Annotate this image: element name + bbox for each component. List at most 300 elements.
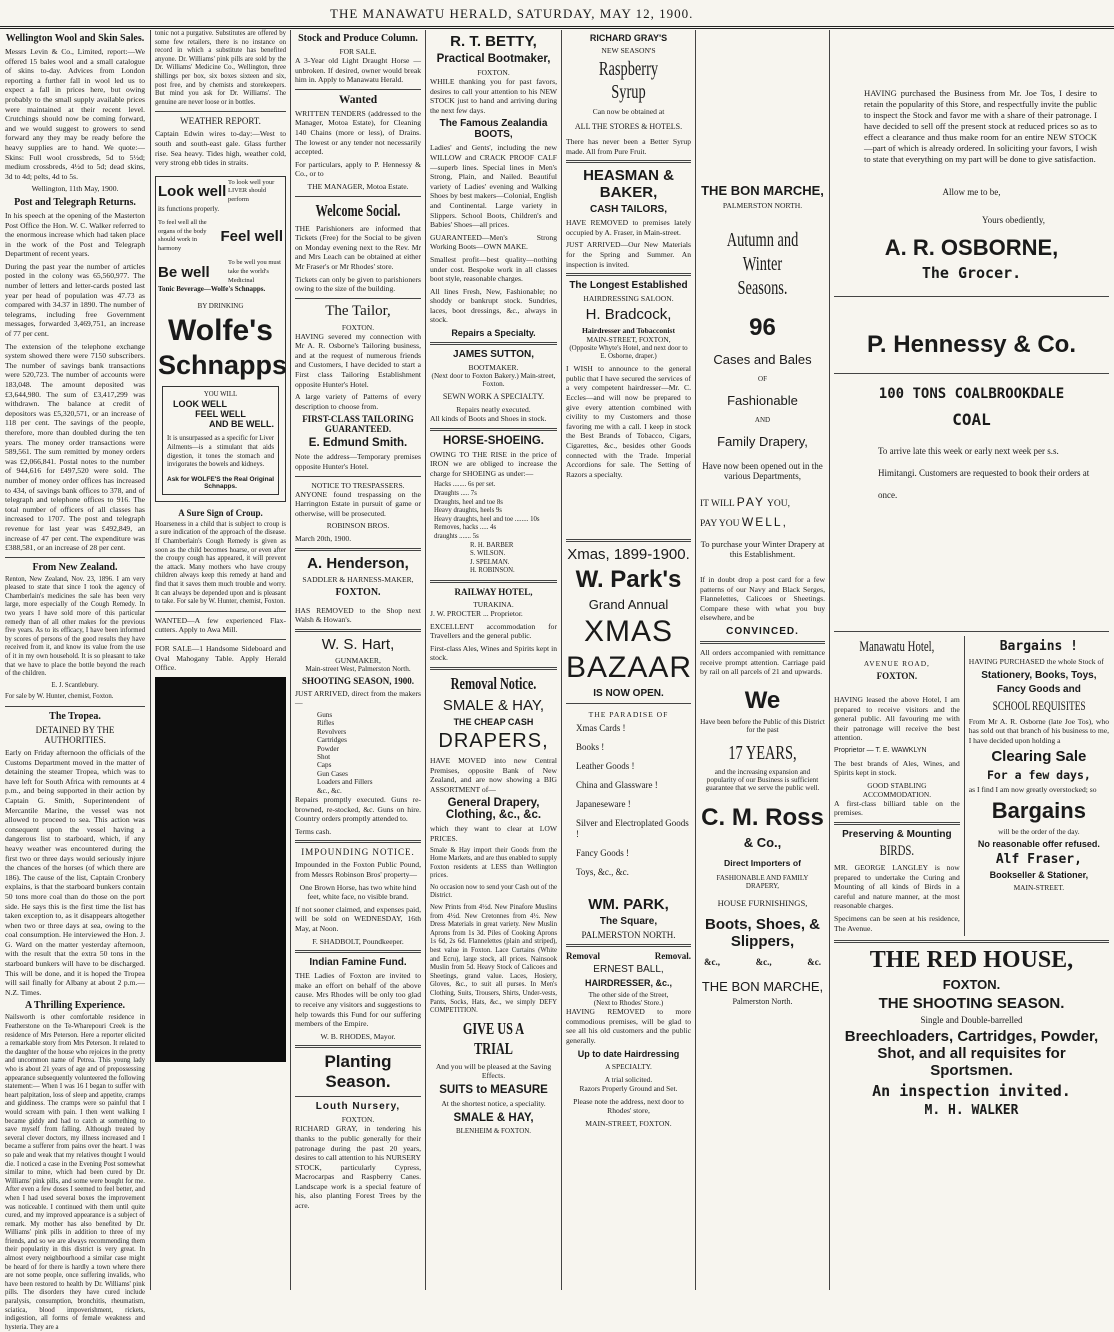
column-rule xyxy=(695,30,696,1290)
column-2 xyxy=(152,30,289,1292)
convinced: CONVINCED. xyxy=(726,625,799,637)
fraser-title: Alf Fraser, xyxy=(995,851,1082,867)
wolfe-ask: Ask for WOLFE'S the Real Original Schnapps. xyxy=(167,475,275,490)
wolfe-name-1: Wolfe's xyxy=(168,313,273,347)
grand-annual: Grand Annual xyxy=(588,597,669,613)
years-title: 17 YEARS, xyxy=(728,741,797,764)
stock-title: Stock and Produce Column. xyxy=(298,33,418,44)
divider xyxy=(700,641,825,644)
nursery-place: FOXTON. xyxy=(341,1115,375,1125)
bargains-text: HAVING PURCHASED the whole Stock of xyxy=(968,657,1104,666)
hart-item: Shot xyxy=(317,753,331,761)
suits-measure: SUITS to MEASURE xyxy=(439,1083,548,1096)
cash-tailors: CASH TAILORS, xyxy=(589,204,668,216)
welcome-text: THE Parishioners are informed that Tickets (Free) for the Social to be given on Monday evening next to the Rev. Mr and Mrs Leach can be obtained at either Mr Fraser's or Mr Rhodes' store. xyxy=(295,223,421,271)
pay-text: YOU, xyxy=(767,499,790,509)
shooting-season: THE SHOOTING SEASON. xyxy=(878,995,1065,1013)
inspection-invited: An inspection invited. xyxy=(872,1082,1071,1101)
saddler: SADDLER & HARNESS-MAKER, xyxy=(302,574,414,584)
wolfe-look-side: To look well your LIVER should perform xyxy=(228,178,275,203)
bazaar-item: Fancy Goods ! xyxy=(576,848,629,859)
column-rule xyxy=(150,30,151,1290)
saloon-subtitle: HAIRDRESSING SALOON. xyxy=(583,294,674,304)
famine-title: Indian Famine Fund. xyxy=(309,957,407,969)
masthead xyxy=(0,0,1114,29)
railway-title: RAILWAY HOTEL, xyxy=(454,586,533,597)
hart-item: &c., &c. xyxy=(317,786,342,795)
coal-text: To arrive late this week or early next week per s.s. Himitangi. Customers are requested to book their orders at once. xyxy=(878,446,1090,500)
wolfe-line-2: FEEL WELL xyxy=(195,409,246,420)
stabling: GOOD STABLING ACCOMMODATION. xyxy=(862,780,932,799)
syrup-title: Raspberry Syrup xyxy=(598,58,659,103)
smale-list: New Prints from 4½d. New Pinafore Muslins from 4½d. New Cretonnes from 4½. New Dress Materials in great variety. New Muslin Aprons from 1s 3d. Piles of Cooking Aprons 1s 6d, 2s 6d. Flannelettes (plain and striped), best value in Foxton. Lace Curtains (White and Ecru), large stock, all prices. Nainsook Muslin from 5d. Heavy Stock of Calicoes and Sheetings, grand value. Laces, Hosiery, Gloves, &c., to suit all purses. In Men's Clothing, Suits, Trousers, Shirts, Under-vests, Pants, Socks, Hats, &c., we simply DEFY COMPETITION. xyxy=(430,904,557,1015)
shoe-rate: Removes, hacks ..... 4s xyxy=(434,524,497,532)
boots-text: Ladies' and Gents', including the new WILLOW and CRACK PROOF CALF—superb lines. Special lines in Men's Strong, Plain, and Nailed. Beautiful variety of Ladies' evening and Walking Shoes by best makers—Colonial, English and Continental. Large variety in Slippers. School Boots, Children's and Babies' Shoes—all prices. xyxy=(430,143,557,230)
tropea-subtitle: DETAINED BY THE AUTHORITIES. xyxy=(35,725,115,745)
hart-season: SHOOTING SEASON, 1900. xyxy=(301,675,415,686)
divider xyxy=(834,940,1109,943)
drapers-title: DRAPERS, xyxy=(438,729,549,752)
bargains-big: Bargains xyxy=(991,797,1086,823)
shoe-rate: Draughts, heel and toe 8s xyxy=(434,498,503,506)
ball-other: The other side of the Street, xyxy=(588,991,669,1000)
wanted-text: WANTED—A few experienced Flax-cutters. Apply to Awa Mill. xyxy=(155,615,286,635)
wolfe-ad xyxy=(155,176,286,502)
trespass-sign: ROBINSON BROS. xyxy=(326,521,390,531)
hart-item: Rifles xyxy=(317,719,335,728)
red-house-title: THE RED HOUSE, xyxy=(869,947,1074,974)
sutton-subtitle: BOOTMAKER. xyxy=(468,363,519,373)
ball-note: Please note the address, next door to Rhodes' store, xyxy=(573,1096,684,1116)
pills-text: tonic not a purgative. Substitutes are offered by some few retailers, there is no instance on record in which a substitute has benefited anyone. Dr. Williams' pink pills are sold by the Dr. Williams' Medicine Co., Wellington, three shillings per box, six boxes sixteen and six, post free, and by chemists and storekeepers. But mind you ask for Dr. Williams'. The genuine are never loose or in bottles. xyxy=(155,30,286,106)
column-rule xyxy=(829,30,830,1290)
guaranteed-text: GUARANTEED—Men's Strong Working Boots—OWN MAKE. xyxy=(430,232,557,252)
weather-text: Captain Edwin wires to-day:—West to south and south-east gale. Glass further rise. Sea heavy. Tides high, weather cold, very strong ebb tides in straits. xyxy=(155,129,286,168)
tailor-place: FOXTON. xyxy=(341,322,375,332)
osborne-text: HAVING purchased the Business from Mr. Joe Tos, I desire to retain the popularity of this Store, and respectfully invite the public to inspect the Stock and favor me with a share of their patronage. I have decided to sell off the present stock at reduced prices so as to effect a clearance and thus make room for an entire NEW STOCK—part of which is already ordered. In soliciting your favors, I wish to state that everything on my part will be done to give satisfaction. xyxy=(864,88,1097,164)
wm-park: WM. PARK, xyxy=(588,896,669,914)
tailor-name: E. Edmund Smith. xyxy=(308,437,408,450)
no-offer: No reasonable offer refused. xyxy=(977,838,1100,849)
few-days: For a few days, xyxy=(986,768,1091,783)
ball-next: (Next to Rhodes' Store.) xyxy=(593,999,664,1008)
yours-obediently: Yours obediently, xyxy=(982,215,1046,225)
for-sale: FOR SALE. xyxy=(339,47,377,56)
lower-right xyxy=(965,636,1109,936)
autumn-winter: Autumn and Winter Seasons. xyxy=(726,229,799,299)
etc-row xyxy=(700,953,825,967)
divider xyxy=(566,539,691,542)
all-lines-text: All lines Fresh, New, Fashionable; no shoddy or bankrupt stock. Sundries, laces, boot dressings, &c., always in stock. xyxy=(430,286,557,325)
divider xyxy=(430,428,557,431)
welcome-text-2: Tickets can only be given to parishioners owing to the size of the building. xyxy=(295,274,421,294)
sutton-repairs: Repairs neatly executed. xyxy=(456,405,531,415)
bazaar-item: Xmas Cards ! xyxy=(576,723,626,734)
divider xyxy=(566,273,691,276)
bradcock-title: H. Bradcock, xyxy=(585,306,672,324)
divider xyxy=(5,706,145,707)
coal-title: COAL xyxy=(952,410,991,429)
repairs-specialty: Repairs a Specialty. xyxy=(451,328,536,339)
trespass-title: NOTICE TO TRESPASSERS. xyxy=(311,480,405,490)
famine-sign: W. B. RHODES, Mayor. xyxy=(320,1031,396,1041)
billiard: A first-class billiard table on the premises. xyxy=(834,798,960,818)
order-of-day: will be the order of the day. xyxy=(998,826,1080,836)
hotel-title: Manawatu Hotel, xyxy=(859,639,935,655)
wolfe-be-side: To be well you must take the world's Medicinal xyxy=(228,259,281,284)
orders-text: All orders accompanied with remittance receive prompt attention. Carriage paid by rail on all parcels of 21 and upwards. xyxy=(700,647,825,677)
divider xyxy=(430,580,557,583)
tailor-text: HAVING severed my connection with Mr A. R. Osborne's Tailoring business, and at the request of numerous friends and Customers, I have decided to start a First class Tailoring Establishment opposite Hunter's Hotel. xyxy=(295,331,421,389)
gray-subtitle: NEW SEASON'S xyxy=(601,46,656,55)
divider xyxy=(566,703,691,704)
post-title: Post and Telegraph Returns. xyxy=(14,196,136,208)
nz-title: From New Zealand. xyxy=(32,561,118,573)
nz-sale: For sale by W. Hunter, chemist, Foxton. xyxy=(5,693,114,701)
wolfe-line-1: LOOK WELL xyxy=(173,399,227,410)
divider xyxy=(295,548,421,551)
tenders-sign: THE MANAGER, Motoa Estate. xyxy=(307,181,409,191)
smale-text-3: Smale & Hay import their Goods from the Home Markets, and are thus enabled to supply Foxton residents at LESS than Wellington prices. xyxy=(430,846,557,880)
bargains-title: Bargains ! xyxy=(999,639,1079,654)
hotel-road: AVENUE ROAD, xyxy=(863,659,930,668)
pay-emphasis: PAY xyxy=(736,495,765,509)
smale-hay-title: SMALE & HAY, xyxy=(442,696,545,714)
from-text: From Mr A. R. Osborne (late Joe Tos), who has sold out that branch of his business to me, I have decided upon holding a xyxy=(968,716,1109,745)
been-text: Have been before the Public of this District for the past xyxy=(700,717,825,734)
shoe-sign: J. SPELMAN. xyxy=(470,558,510,566)
smallest-text: Smallest profit—best quality—nothing under cost. Bespoke work in all classes boot style, reasonable charges. xyxy=(430,254,557,284)
now-open: IS NOW OPEN. xyxy=(593,688,664,700)
nz-sign: E. J. Scantlebury. xyxy=(51,681,99,689)
clearing-sale: Clearing Sale xyxy=(991,748,1087,766)
sutton-stock: All kinds of Boots and Shoes in stock. xyxy=(430,414,547,424)
postcard-text: If in doubt drop a post card for a few patterns of our Navy and Black Serges, Flannelettes, Calicoes or Sheetings. Compare these with what you buy elsewhere, and be xyxy=(700,575,825,623)
overstocked: as I find I am now greatly overstocked; so xyxy=(968,785,1097,795)
pound-text: Impounded in the Foxton Public Pound, from Messrs Robinson Bros' property— xyxy=(295,860,421,879)
tailor-title: The Tailor, xyxy=(325,302,391,319)
bazaar: BAZAAR xyxy=(566,651,693,685)
direct-importers: Direct Importers of xyxy=(724,857,801,868)
removed-text: HAS REMOVED to the Shop next Walsh & Howan's. xyxy=(295,605,421,625)
divider xyxy=(295,950,421,953)
hart-address: Main-street West, Palmerston North. xyxy=(305,664,411,673)
tailor-text-2: A large variety of Patterns of every description to choose from. xyxy=(295,392,421,411)
hart-items xyxy=(295,711,421,795)
railway-proprietor: J. W. PROCTER ... Proprietor. xyxy=(430,608,523,618)
shoe-sign: H. ROBINSON. xyxy=(470,567,515,575)
ball-specialty: A SPECIALTY. xyxy=(605,1061,652,1071)
hart-subtitle: GUNMAKER, xyxy=(335,655,381,665)
railway-text: EXCELLENT accommodation for Travellers and the general public. xyxy=(430,621,557,641)
divider xyxy=(566,160,691,163)
stationery: Stationery, Books, Toys, xyxy=(981,669,1097,681)
column-5 xyxy=(563,30,694,1292)
hart-item: Caps xyxy=(317,761,332,770)
divider xyxy=(295,196,421,197)
hart-text: JUST ARRIVED, direct from the makers— xyxy=(295,688,421,708)
removal-notice-title: Removal Notice. xyxy=(450,673,537,693)
family-drapery: Family Drapery, xyxy=(717,434,808,449)
syrup-text: Can now be obtained at xyxy=(592,107,665,116)
and-label: AND xyxy=(754,416,771,424)
hennessy-title: P. Hennessy & Co. xyxy=(867,331,1076,358)
tenders-particulars: For particulars, apply to P. Hennessy & Co., or to xyxy=(295,159,421,179)
xmas-title: Xmas, 1899-1900. xyxy=(567,546,690,564)
shoe-signs xyxy=(430,542,557,576)
etc-item: &c., xyxy=(755,956,772,967)
heasman-arrived: JUST ARRIVED—Our New Materials for the Spring and Summer. An inspection is invited. xyxy=(566,240,691,269)
zealandia-title: The Famous Zealandia BOOTS, xyxy=(439,118,548,141)
syrup-text-2: There has never been a Better Syrup made. All from Pure Fruit. xyxy=(566,137,691,156)
wool-text: Messrs Levin & Co., Limited, report:—We offered 15 bales wool and a small catalogue of skins to-day. Advices from London reporting a further fall in wool led us to expect a fall in prices here, but owing probably to the small supply available prices were maintained at their recent level. Crutchings should now be coming forward, and we would suggest to growers to send forward any they may be ready before the heavy supplies are to hand. We quote:—Skins: Full wool crossbreds, 5d to 5½d; medium crossbreds, 4½d to 5d; dead skins, 3d to 4d; pelts, 4d to 5s. xyxy=(5,47,145,181)
wolfe-be: Be well xyxy=(158,263,210,281)
etc-item: &c., xyxy=(704,956,720,967)
pay-text: IT WILL xyxy=(700,499,735,509)
house-furnishings: HOUSE FURNISHINGS, xyxy=(717,897,808,908)
smale-address: BLENHEIM & FOXTON. xyxy=(455,1126,532,1135)
parks-title: W. Park's xyxy=(575,566,682,594)
bon-marche-title: THE BON MARCHE, xyxy=(701,183,824,198)
railway-place: TURAKINA. xyxy=(473,599,514,609)
etc-item: &c. xyxy=(807,956,821,967)
wolfe-line-3: AND BE WELL. xyxy=(209,419,274,430)
croup-title: A Sure Sign of Croup. xyxy=(178,507,263,518)
planting-title: Planting Season. xyxy=(324,1052,392,1092)
wolfe-small: It is unsurpassed as a specific for Liver Ailments—is a stimulant that aids digestion, it tones the stomach and invigorates the bowels and kidneys. xyxy=(167,435,274,469)
masthead-title: THE MANAWATU HERALD, SATURDAY, MAY 12, 1900. xyxy=(330,6,694,21)
boots-shoes: Boots, Shoes, & Slippers, xyxy=(704,915,820,950)
wool-title: Wellington Wool and Skin Sales. xyxy=(5,33,145,44)
famine-text: THE Ladies of Foxton are invited to make an effort on behalf of the above cause. Mrs Rhodes will be only too glad to receive any visitors and suggestions to help towards this Fund for our suffering members of the Empire. xyxy=(295,971,421,1029)
tailor-note: Note the address—Temporary premises opposite Hunter's Hotel. xyxy=(295,452,421,472)
divider xyxy=(834,822,960,825)
divider xyxy=(430,342,557,345)
opened-out: Have now been opened out in the various Departments, xyxy=(702,461,823,481)
well-emphasis: WELL, xyxy=(741,515,788,529)
trespass-text: ANYONE found trespassing on the Harrington Estate in pursuit of game or otherwise, will be prosecuted. xyxy=(295,489,421,518)
divider xyxy=(155,611,286,612)
smale-text-4: No occasion now to send your Cash out of the District. xyxy=(430,883,557,900)
bookseller: Bookseller & Stationer, xyxy=(989,869,1089,880)
hart-title: W. S. Hart, xyxy=(321,635,395,653)
trespass-date: March 20th, 1900. xyxy=(295,534,352,543)
shoe-sign: S. WILSON. xyxy=(470,550,506,558)
bradcock-text: I WISH to announce to the general public that I have secured the services of a very competent hairdresser—Mr. C. Eccles—and will now be prepared to give every attention combined with civility to my Customers and those favoring me with a call. I keep in stock the Best Brands of Tobacco, Cigars, Cigarettes, &c., besides other Goods connected with the Trade. Imperial Accordions for sale. The Setting of Razors a specialty. xyxy=(566,364,691,479)
lower-left xyxy=(834,636,965,936)
betty-place: FOXTON. xyxy=(477,68,510,77)
tropea-title: The Tropea. xyxy=(49,711,101,722)
heasman-title: HEASMAN & BAKER, xyxy=(583,167,674,202)
smale-hay-footer: SMALE & HAY, xyxy=(453,1111,534,1124)
ross-co: & Co., xyxy=(743,834,782,850)
wolfe-look: Look well xyxy=(158,183,227,201)
bon-marche-footer-place: Palmerston North. xyxy=(732,996,793,1006)
divider xyxy=(295,840,421,843)
divider xyxy=(295,1045,421,1048)
post-text-2: During the past year the number of articles posted in the colony was 65,560,977. The number of letters and letter-cards posted last year per head of population was 47.73 as compared with 34.37 in 1890. The number of telegrams, including free Government messages, forwarded 3,469,751, an increase of 77 per cent. xyxy=(5,261,145,339)
column-rule xyxy=(561,30,562,1290)
ball-trial: A trial solicited. xyxy=(604,1074,653,1084)
cases-bales: Cases and Bales xyxy=(713,352,812,367)
bradcock-address: MAIN-STREET, FOXTON, xyxy=(586,335,671,345)
bon-marche-place: PALMERSTON NORTH. xyxy=(722,201,803,210)
wolfe-by: BY DRINKING xyxy=(197,301,244,310)
shoe-sign: R. H. BARBER xyxy=(470,541,514,549)
thrill-title: A Thrilling Experience. xyxy=(24,1000,126,1012)
fancy-goods: Fancy Goods and xyxy=(996,683,1081,695)
redacted-block xyxy=(155,677,286,1062)
hart-item: Cartridges xyxy=(317,736,347,745)
column-4 xyxy=(427,30,560,1292)
bazaar-item: Japaneseware ! xyxy=(576,799,631,810)
divider xyxy=(155,111,286,112)
tenders-text: WRITTEN TENDERS (addressed to the Manager, Motoa Estate), for Cleaning 140 Chains (more or less), of Drains. The lowest or any tender not necessarily accepted. xyxy=(295,108,421,157)
divider xyxy=(834,631,1109,632)
hart-item: Gun Cases xyxy=(317,769,348,778)
hotel-proprietor: Proprietor — T. E. WAWKLYN xyxy=(834,746,927,754)
hotel-ales: The best brands of Ales, Wines, and Spirits kept in stock. xyxy=(834,758,960,778)
saddler-place: FOXTON. xyxy=(335,586,381,598)
breechloaders: Breechloaders, Cartridges, Powder, Shot, and all requisites for Sportsmen. xyxy=(844,1028,1099,1080)
column-1 xyxy=(2,30,148,1331)
increasing-text: and the increasing expansion and popularity of our Business is sufficient guarantee that we serve the public well. xyxy=(705,767,820,792)
hart-terms: Terms cash. xyxy=(295,826,332,836)
specimens-text: Specimens can be seen at his residence, The Avenue. xyxy=(834,913,960,933)
column-rule xyxy=(425,30,426,1290)
palmerston: PALMERSTON NORTH. xyxy=(581,930,676,941)
croup-text: Hoarseness in a child that is subject to croup is a sure indication of the approach of the disease. If Chamberlain's Cough Remedy is given as soon as the child becomes hoarse, or even after the croupy cough has appeared, it will prevent the attack. Many mothers who have croupy children always keep this remedy at hand and find that it saves them much trouble and worry. It can always be depended upon and is pleasant to take. For sale by W. Hunter, chemist, Foxton. xyxy=(155,520,286,606)
trial-text: And you will be pleased at the Saving Effects. xyxy=(435,1061,552,1081)
ball-text: HAVING REMOVED to more commodious premises, will be glad to see all his old customers and the public generally. xyxy=(566,1007,691,1046)
pay-text: PAY YOU xyxy=(700,519,740,529)
wolfe-functions: its functions properly. xyxy=(158,204,220,213)
sutton-title: JAMES SUTTON, xyxy=(453,349,534,361)
smale-text-2: which they want to clear at LOW PRICES. xyxy=(430,824,557,843)
ball-title: ERNEST BALL, xyxy=(593,964,664,976)
bazaar-items xyxy=(566,719,691,882)
ball-street: MAIN-STREET, FOXTON. xyxy=(585,1118,672,1128)
hart-item: Guns xyxy=(317,710,333,719)
hart-item: Loaders and Fillers xyxy=(317,778,373,787)
hotel-text: HAVING leased the above Hotel, I am prepared to receive visitors and the general public. All favouring me with their patronage will receive the best attention. xyxy=(834,695,960,743)
bazaar-item: Toys, &c., &c. xyxy=(576,867,629,878)
wolfe-tonic: Tonic Beverage—Wolfe's Schnapps. xyxy=(158,285,266,294)
pound-title: IMPOUNDING NOTICE. xyxy=(301,847,415,858)
sewn-work: SEWN WORK A SPECIALTY. xyxy=(442,392,545,402)
nursery-title: Louth Nursery, xyxy=(315,1101,401,1113)
column-7 xyxy=(831,30,1112,1292)
divider xyxy=(834,373,1109,374)
ross-title: C. M. Ross xyxy=(701,803,824,831)
pound-sale: If not sooner claimed, and expenses paid, will be sold on WEDNESDAY, 16th May, at Noon. xyxy=(295,904,421,933)
hart-item: Revolvers xyxy=(317,727,347,736)
horse-shoeing-title: HORSE-SHOEING. xyxy=(443,434,544,447)
birds-title: BIRDS. xyxy=(879,842,915,859)
fashionable: Fashionable xyxy=(727,393,798,408)
bazaar-item: Leather Goods ! xyxy=(576,761,635,772)
column-3 xyxy=(292,30,424,1292)
the-square: The Square, xyxy=(599,916,658,928)
heasman-text: HAVE REMOVED to premises lately occupied by A. Fraser, in Main-street. xyxy=(566,218,691,237)
school-requisites: SCHOOL REQUISITES xyxy=(992,697,1086,713)
shoe-rates xyxy=(430,481,557,541)
pay-line-1 xyxy=(700,495,825,509)
wolfe-name-2: Schnapps xyxy=(158,349,288,380)
shoe-rate: Heavy draughts, heel and toe ........ 10s xyxy=(434,515,540,523)
stock-ad: A 3-Year old Light Draught Horse —unbroken. If desired, owner would break him in. Apply to Manawatu Herald. xyxy=(295,56,421,85)
bazaar-item: Books ! xyxy=(576,742,605,753)
bradcock-subtitle: Hairdresser and Tobacconist xyxy=(582,326,675,336)
cheap-cash: THE CHEAP CASH xyxy=(453,716,534,727)
langley-text: MR. GEORGE LANGLEY is now prepared to undertake the Curing and Mounting of all kinds of Birds in a careful and nature manner, at the most reasonable charges. xyxy=(834,862,960,911)
tailor-guarantee: FIRST-CLASS TAILORING GUARANTEED. xyxy=(302,414,414,435)
removal-right: Removal. xyxy=(654,951,691,962)
shoe-rate: Hacks ........ 6s per set. xyxy=(434,481,496,489)
single-double: Single and Double-barrelled xyxy=(920,1015,1023,1026)
gray-title: RICHARD GRAY'S xyxy=(589,33,668,43)
bradcock-address-2: (Opposite Whyte's Hotel, and next door to E. Osborne, draper.) xyxy=(569,344,688,361)
tons-title: 100 TONS COALBROOKDALE xyxy=(878,386,1065,402)
wolfe-you: YOU WILL xyxy=(203,390,238,398)
red-house-place: FOXTON. xyxy=(942,977,1001,993)
divider xyxy=(834,296,1109,297)
hotel-place: FOXTON. xyxy=(876,671,918,681)
main-street: MAIN-STREET. xyxy=(1013,882,1065,892)
post-text-3: The extension of the telephone exchange system showed there were 7150 subscribers. The number of savings bank transactions were 520,723. The number of accounts were 183,048. The amount deposited was £3,644,980. The sum of £3,417,299 was withdrawn. The balance at credit of depositors was £5,320,571, or an increase of 118 per cent. The savings of the people, therefore, more than doubled during the ten years. The money order transactions were 589,561. The sum remitted by money orders was £2,066,841. Postal notes to the number of 944,616 for £497,520 were sold. The number of money order offices has increased to 434, of savings bank offices to 378, and of telegraph and telephone offices to 916. The total number of officers of all classes has increased to 1707. The post and telegraph revenue for last year was £492,849, an increase of 47 per cent. The expenditure was £388,581, or an increase of 28 per cent. xyxy=(5,341,145,553)
hart-item: Powder xyxy=(317,744,339,753)
divider xyxy=(430,667,557,670)
divider xyxy=(295,89,421,90)
shoe-rate: Draughts ..... 7s xyxy=(434,490,477,498)
forsale-text: FOR SALE—1 Handsome Sideboard and Oval Mahogany Table. Apply Herald Office. xyxy=(155,643,286,673)
removal-left: Removal xyxy=(566,951,600,962)
betty-title: R. T. BETTY, xyxy=(450,33,537,50)
weather-title: WEATHER REPORT. xyxy=(180,116,261,127)
nz-text: Renton, New Zealand, Nov. 23, 1896. I am very pleased to state that since I took the agency of Chamberlain's medicines the sale has been very large, more especially of the Cough Remedy. In two years I have sold more of this particular remedy than of all other makes for the previous five years. As to its efficacy, I have been informed by scores of persons of the good results they have received from it, and know its value from the use of it in my own household. It is so pleasant to take that we have to place the bottle beyond the reach of the children. xyxy=(5,575,145,678)
bon-marche-footer: THE BON MARCHE, xyxy=(701,978,824,994)
column-rule xyxy=(290,30,291,1290)
divider xyxy=(566,944,691,947)
wolfe-feel: Feel well xyxy=(220,227,283,245)
tropea-text: Early on Friday afternoon the officials of the Customs Department moved in the matter of detaining the steamer Tropea, which was to have left for South Africa with remounts at 4 p.m., and being supported in their action by Captain G. Smith, Superintendent of Mercantile Marine, the vessel was not allowed to proceed to sea. This action was consequent upon the vessel having a dangerous list to starboard, which, if any heavy weather was encountered during the first two or three days would seriously injure the chances of the horses (of which there are 186). The cause of the list, Captain Cronbery explains, is that the starboard bunkers contain 50 tons more coal than do those on the port side. He says this is the first time the list has taken exception to, as it disappears altogether when two or three days at sea, owing to the coal consumption. He interviewed the Hon. J. G. Ward on the matter yesterday afternoon, with the result that the extra 50 tons in the starboard bunkers will have to be discharged. This will be done, and it is hoped the Tropea will sail finally for Albany at about 2 p.m.—N.Z. Times. xyxy=(5,748,145,997)
smale-text: HAVE MOVED into new Central Premises, opposite Bank of New Zealand, and are now showing a BIG ASSORTMENT of— xyxy=(430,755,557,794)
walker-name: M. H. WALKER xyxy=(924,1103,1019,1119)
welcome-title: Welcome Social. xyxy=(315,200,401,220)
ball-razors: Razors Properly Ground and Set. xyxy=(579,1083,678,1093)
shoe-rate: draughts ....... 5s xyxy=(434,533,479,540)
divider xyxy=(295,476,421,477)
divider xyxy=(295,298,421,299)
pound-item: One Brown Horse, has two white hind feet, white face, no visible brand. xyxy=(299,882,417,902)
ball-up: Up to date Hairdressing xyxy=(577,1048,680,1059)
bazaar-item: China and Glassware ! xyxy=(576,780,658,791)
purchase-text: To purchase your Winter Drapery at this Establishment. xyxy=(700,539,825,559)
thrill-text: Nailsworth is other comfortable residence in Featherstone on the Te-Wharepouri Creek is the residence of Mrs Peterson. Here a reporter elicited a remarkable story from Mrs Peterson. It related to the daughter of the house who rejoices in the pretty and uncommon name of Petrea. This young lady who is about 21 years of age and of prepossessing appearance subsequently volunteered the following statement:— When I was 16 I began to suffer with heart palpitation, loss of sleep and appetite, cramps and giddiness. The cramps were so painful that I would scream with pain. I then went walking I became giddy and had to catch at something to save myself from falling. Although treated by several clever doctors, my illness increased and I became a sufferer from pains over the heart. I was so pale and weak that my relatives thought I would die. I noticed a case in the Evening Post somewhat similar to mine, which had been cured by Dr. Williams' pink pills, and some were bought for me. After even a few doses I seemed to feel better, and when I had used several boxes the improvement was noticeable. I continued with them until quite cured, and my improved appearance is a subject of remark. My mother has also benefited by Dr. Williams' pink pills in addition to three of my friends, and so we are always recommending them their popularity in this district is very great. In almost every neighbourhood a similar case might be heard of for there is hardly a town where there are not some people, once suffering invalids, who have been restored to health by Dr. Williams' pink pills. The disorders they have cured include paralysis, consumption, bronchitis, rheumatism, sciatica, blood impoverishment, rickets, indigestion, all forms of female weakness and hysteria. They are a xyxy=(5,1014,145,1331)
saloon-title: The Longest Established xyxy=(569,280,688,292)
divider xyxy=(5,557,145,558)
horse-shoeing-text: OWING TO THE RISE in the price of IRON we are obliged to increase the charge for SHOEING as under:— xyxy=(430,449,557,478)
removal-row xyxy=(566,951,691,961)
henderson-title: A. Henderson, xyxy=(307,554,409,572)
general-drapery: General Drapery, Clothing, &c., &c. xyxy=(445,797,542,822)
betty-text: WHILE thanking you for past favors, desires to call your attention to his NEW STOCK just to hand and arriving during the next few days. xyxy=(430,77,557,115)
fashion-family: FASHIONABLE AND FAMILY DRAPERY, xyxy=(716,873,809,890)
of-label: OF xyxy=(758,375,767,383)
nursery-text: RICHARD GRAY, in tendering his thanks to the public generally for their patronage during the past 20 years, desires to call attention to his NURSERY STOCK, particularly Cypress, Macrocarpas and Raspberry Canes. Landscape work is a special feature of his, also planting Forest Trees by the acre. xyxy=(295,1124,421,1211)
divider xyxy=(295,1096,421,1097)
ball-subtitle: HAIRDRESSER, &c., xyxy=(584,978,673,989)
